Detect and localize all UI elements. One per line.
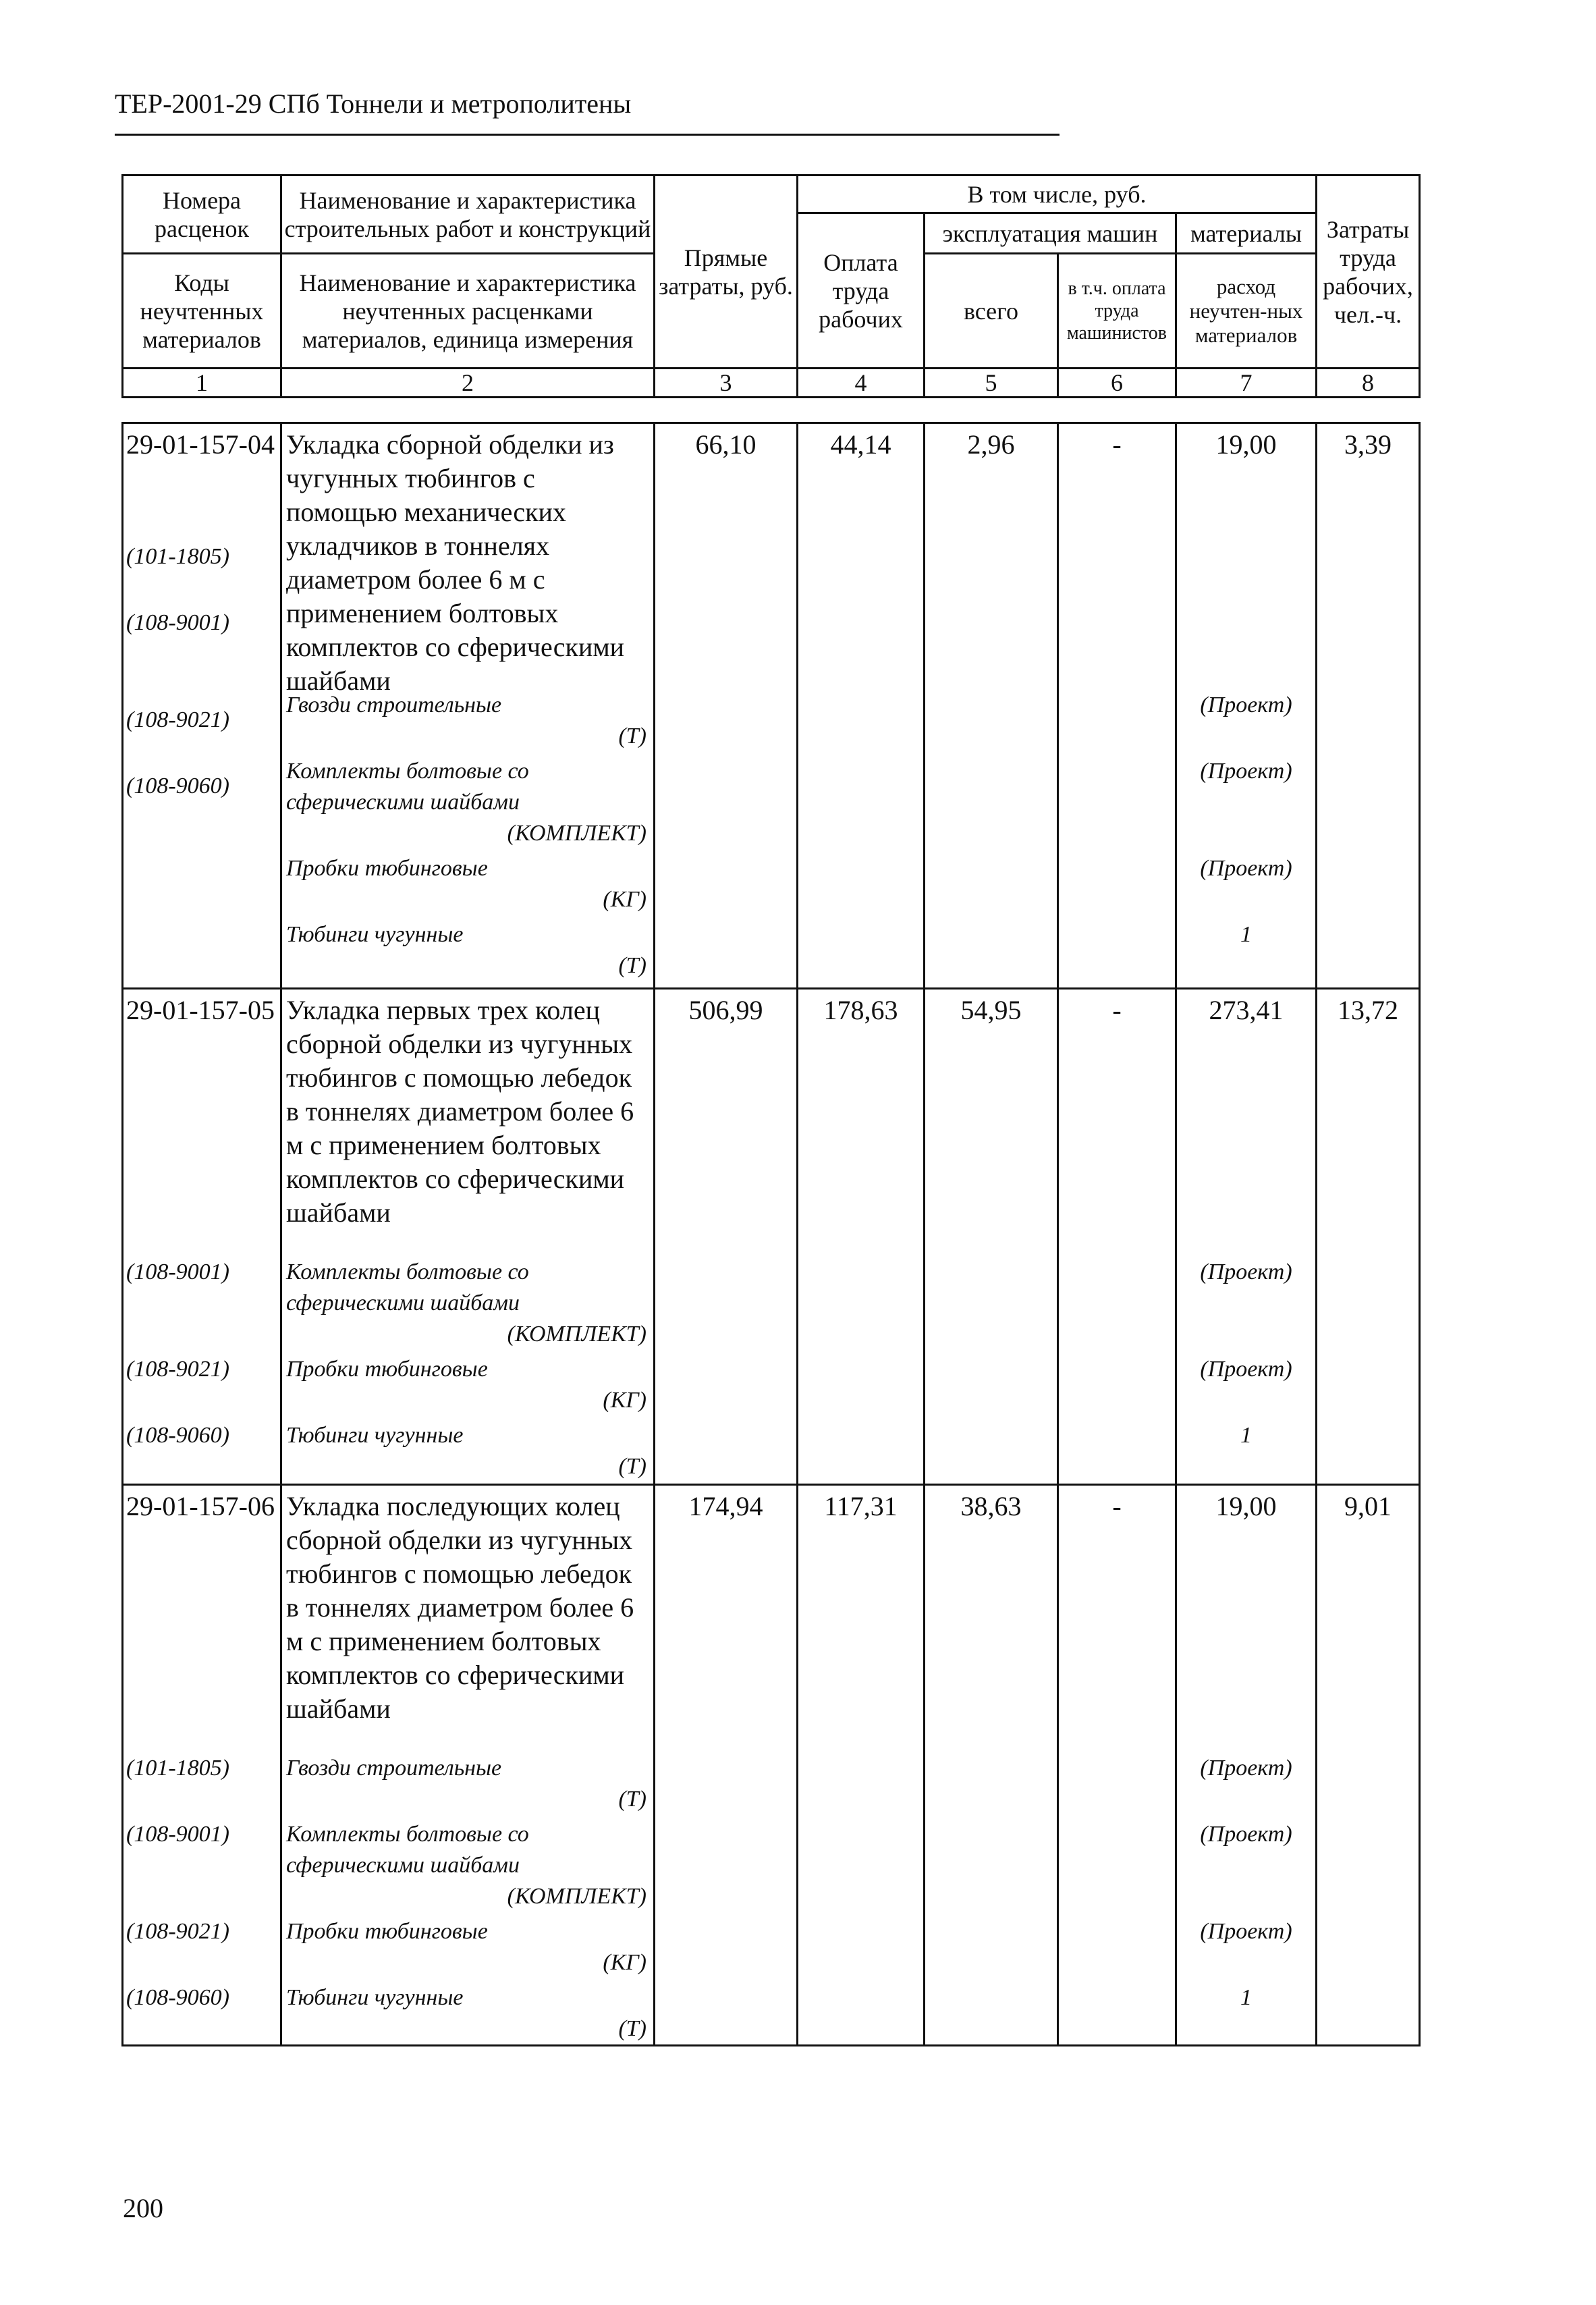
material-consumption: (Проект) <box>1200 1919 1292 1944</box>
material-name: Гвозди строительные <box>286 1756 502 1781</box>
labor-hours-value: 13,72 <box>1338 995 1398 1025</box>
material-unit: (КГ) <box>603 1388 646 1413</box>
labor-pay-value: 117,31 <box>824 1491 898 1521</box>
material-code: (101-1805) <box>126 1756 229 1781</box>
col-header-machines-total: всего <box>925 254 1058 369</box>
materials-value: 273,41 <box>1209 995 1284 1025</box>
table-row <box>123 989 1420 1485</box>
material-code: (108-9060) <box>126 1423 229 1448</box>
material-unit: (Т) <box>618 1454 646 1479</box>
rate-code-cell <box>123 423 281 989</box>
materials-value: 19,00 <box>1215 429 1277 460</box>
material-item <box>282 1420 653 1482</box>
col-number: 7 <box>1176 369 1317 398</box>
material-item <box>282 1819 653 1916</box>
page-number: 200 <box>123 2193 163 2223</box>
material-code: (108-9001) <box>126 1259 229 1284</box>
col-header-rate-numbers: Номера расценок <box>123 175 281 254</box>
table-row <box>123 1485 1420 2046</box>
col-number: 1 <box>123 369 281 398</box>
material-code: (108-9021) <box>126 1357 229 1382</box>
material-item <box>282 1753 653 1819</box>
material-item <box>282 1354 653 1420</box>
col-header-labor-pay: Оплата труда рабочих <box>798 213 925 369</box>
material-consumption: (Проект) <box>1200 1822 1292 1847</box>
material-unit: (КГ) <box>603 887 646 912</box>
header-rule <box>115 134 1060 136</box>
rate-code-cell <box>123 989 281 1485</box>
col-number: 6 <box>1058 369 1176 398</box>
material-name: Комплекты болтовые со сферическими шайбами <box>286 1822 529 1878</box>
materials-value: 19,00 <box>1215 1491 1277 1521</box>
material-consumption: (Проект) <box>1200 1357 1292 1382</box>
work-name-cell <box>281 423 655 989</box>
col-number: 3 <box>655 369 798 398</box>
material-unit: (Т) <box>618 953 646 978</box>
material-name: Комплекты болтовые со сферическими шайбами <box>286 759 529 815</box>
col-header-direct-costs: Прямые затраты, руб. <box>655 175 798 369</box>
table-row <box>123 423 1420 989</box>
col-header-materials: материалы <box>1176 213 1317 254</box>
col-header-material-consumption: расход неучтен-ных материалов <box>1176 254 1317 369</box>
material-name: Тюбинги чугунные <box>286 922 464 947</box>
material-name: Гвозди строительные <box>286 693 502 717</box>
material-item <box>282 1916 653 1982</box>
material-item <box>282 1257 653 1354</box>
material-consumption: 1 <box>1240 922 1252 947</box>
material-consumption: (Проект) <box>1200 693 1292 717</box>
material-name: Тюбинги чугунные <box>286 1423 464 1448</box>
machines-total-value: 2,96 <box>967 429 1015 460</box>
table-header <box>121 174 1419 398</box>
material-name: Пробки тюбинговые <box>286 856 488 881</box>
material-item <box>282 853 653 919</box>
machines-total-value: 38,63 <box>960 1491 1022 1521</box>
rate-code: 29-01-157-06 <box>126 1491 275 1521</box>
material-code: (108-9001) <box>126 1822 229 1847</box>
machinists-pay-value: - <box>1112 995 1122 1025</box>
material-consumption: (Проект) <box>1200 856 1292 881</box>
rate-code: 29-01-157-04 <box>126 429 275 460</box>
machinists-pay-value: - <box>1112 1491 1122 1521</box>
material-unit: (КОМПЛЕКТ) <box>507 1322 646 1347</box>
col-number: 2 <box>281 369 655 398</box>
material-consumption: (Проект) <box>1200 1756 1292 1781</box>
col-header-machinists-pay: в т.ч. оплата труда машинистов <box>1058 254 1176 369</box>
material-consumption: 1 <box>1240 1423 1252 1448</box>
labor-pay-value: 178,63 <box>823 995 898 1025</box>
material-consumption: (Проект) <box>1200 1259 1292 1284</box>
labor-pay-value: 44,14 <box>830 429 891 460</box>
material-code: (108-9001) <box>126 610 229 635</box>
col-header-labor-hours: Затраты труда рабочих, чел.-ч. <box>1317 175 1420 369</box>
table-body <box>121 422 1419 2041</box>
material-name: Пробки тюбинговые <box>286 1357 488 1382</box>
material-item <box>282 1982 653 2044</box>
material-name: Пробки тюбинговые <box>286 1919 488 1944</box>
col-number: 5 <box>925 369 1058 398</box>
material-unit: (Т) <box>618 724 646 749</box>
col-number: 4 <box>798 369 925 398</box>
rate-code-cell <box>123 1485 281 2046</box>
material-item <box>282 690 653 756</box>
labor-hours-value: 9,01 <box>1344 1491 1392 1521</box>
col-header-machines: эксплуатация машин <box>925 213 1176 254</box>
work-name: Укладка первых трех колец сборной обделки из чугунных тюбингов с помощью лебедок в тоннелях диаметром более 6 м с применением болтовых комплектов со сферическими шайбами <box>286 995 634 1228</box>
material-unit: (Т) <box>618 1787 646 1812</box>
direct-costs-value: 174,94 <box>688 1491 763 1521</box>
material-consumption: (Проект) <box>1200 759 1292 784</box>
material-code: (108-9060) <box>126 1985 229 2010</box>
work-name-cell <box>281 1485 655 2046</box>
direct-costs-value: 506,99 <box>688 995 763 1025</box>
work-name-cell <box>281 989 655 1485</box>
machinists-pay-value: - <box>1112 429 1122 460</box>
work-name: Укладка сборной обделки из чугунных тюбингов с помощью механических укладчиков в тоннелях диаметром более 6 м с применением болтовых комплектов со сферическими шайбами <box>286 429 625 696</box>
material-item <box>282 919 653 981</box>
machines-total-value: 54,95 <box>960 995 1022 1025</box>
running-header: ТЕР-2001-29 СПб Тоннели и метрополитены <box>115 88 632 119</box>
material-name: Комплекты болтовые со сферическими шайбами <box>286 1259 529 1316</box>
material-name: Тюбинги чугунные <box>286 1985 464 2010</box>
material-unit: (КОМПЛЕКТ) <box>507 821 646 846</box>
material-code: (101-1805) <box>126 544 229 569</box>
material-code: (108-9060) <box>126 774 229 798</box>
rate-code: 29-01-157-05 <box>126 995 275 1025</box>
material-consumption: 1 <box>1240 1985 1252 2010</box>
col-header-material-codes: Коды неучтенных материалов <box>123 254 281 369</box>
material-unit: (КОМПЛЕКТ) <box>507 1884 646 1909</box>
col-header-including: В том числе, руб. <box>798 175 1317 213</box>
material-item <box>282 756 653 853</box>
material-unit: (Т) <box>618 2016 646 2041</box>
work-name: Укладка последующих колец сборной обделки из чугунных тюбингов с помощью лебедок в тоннелях диаметром более 6 м с применением болтовых комплектов со сферическими шайбами <box>286 1491 634 1724</box>
col-number: 8 <box>1317 369 1420 398</box>
col-header-work-name: Наименование и характеристика строительных работ и конструкций <box>281 175 655 254</box>
col-header-material-names: Наименование и характеристика неучтенных расценками материалов, единица измерения <box>281 254 655 369</box>
material-unit: (КГ) <box>603 1950 646 1975</box>
material-code: (108-9021) <box>126 707 229 732</box>
material-code: (108-9021) <box>126 1919 229 1944</box>
direct-costs-value: 66,10 <box>695 429 756 460</box>
labor-hours-value: 3,39 <box>1344 429 1392 460</box>
